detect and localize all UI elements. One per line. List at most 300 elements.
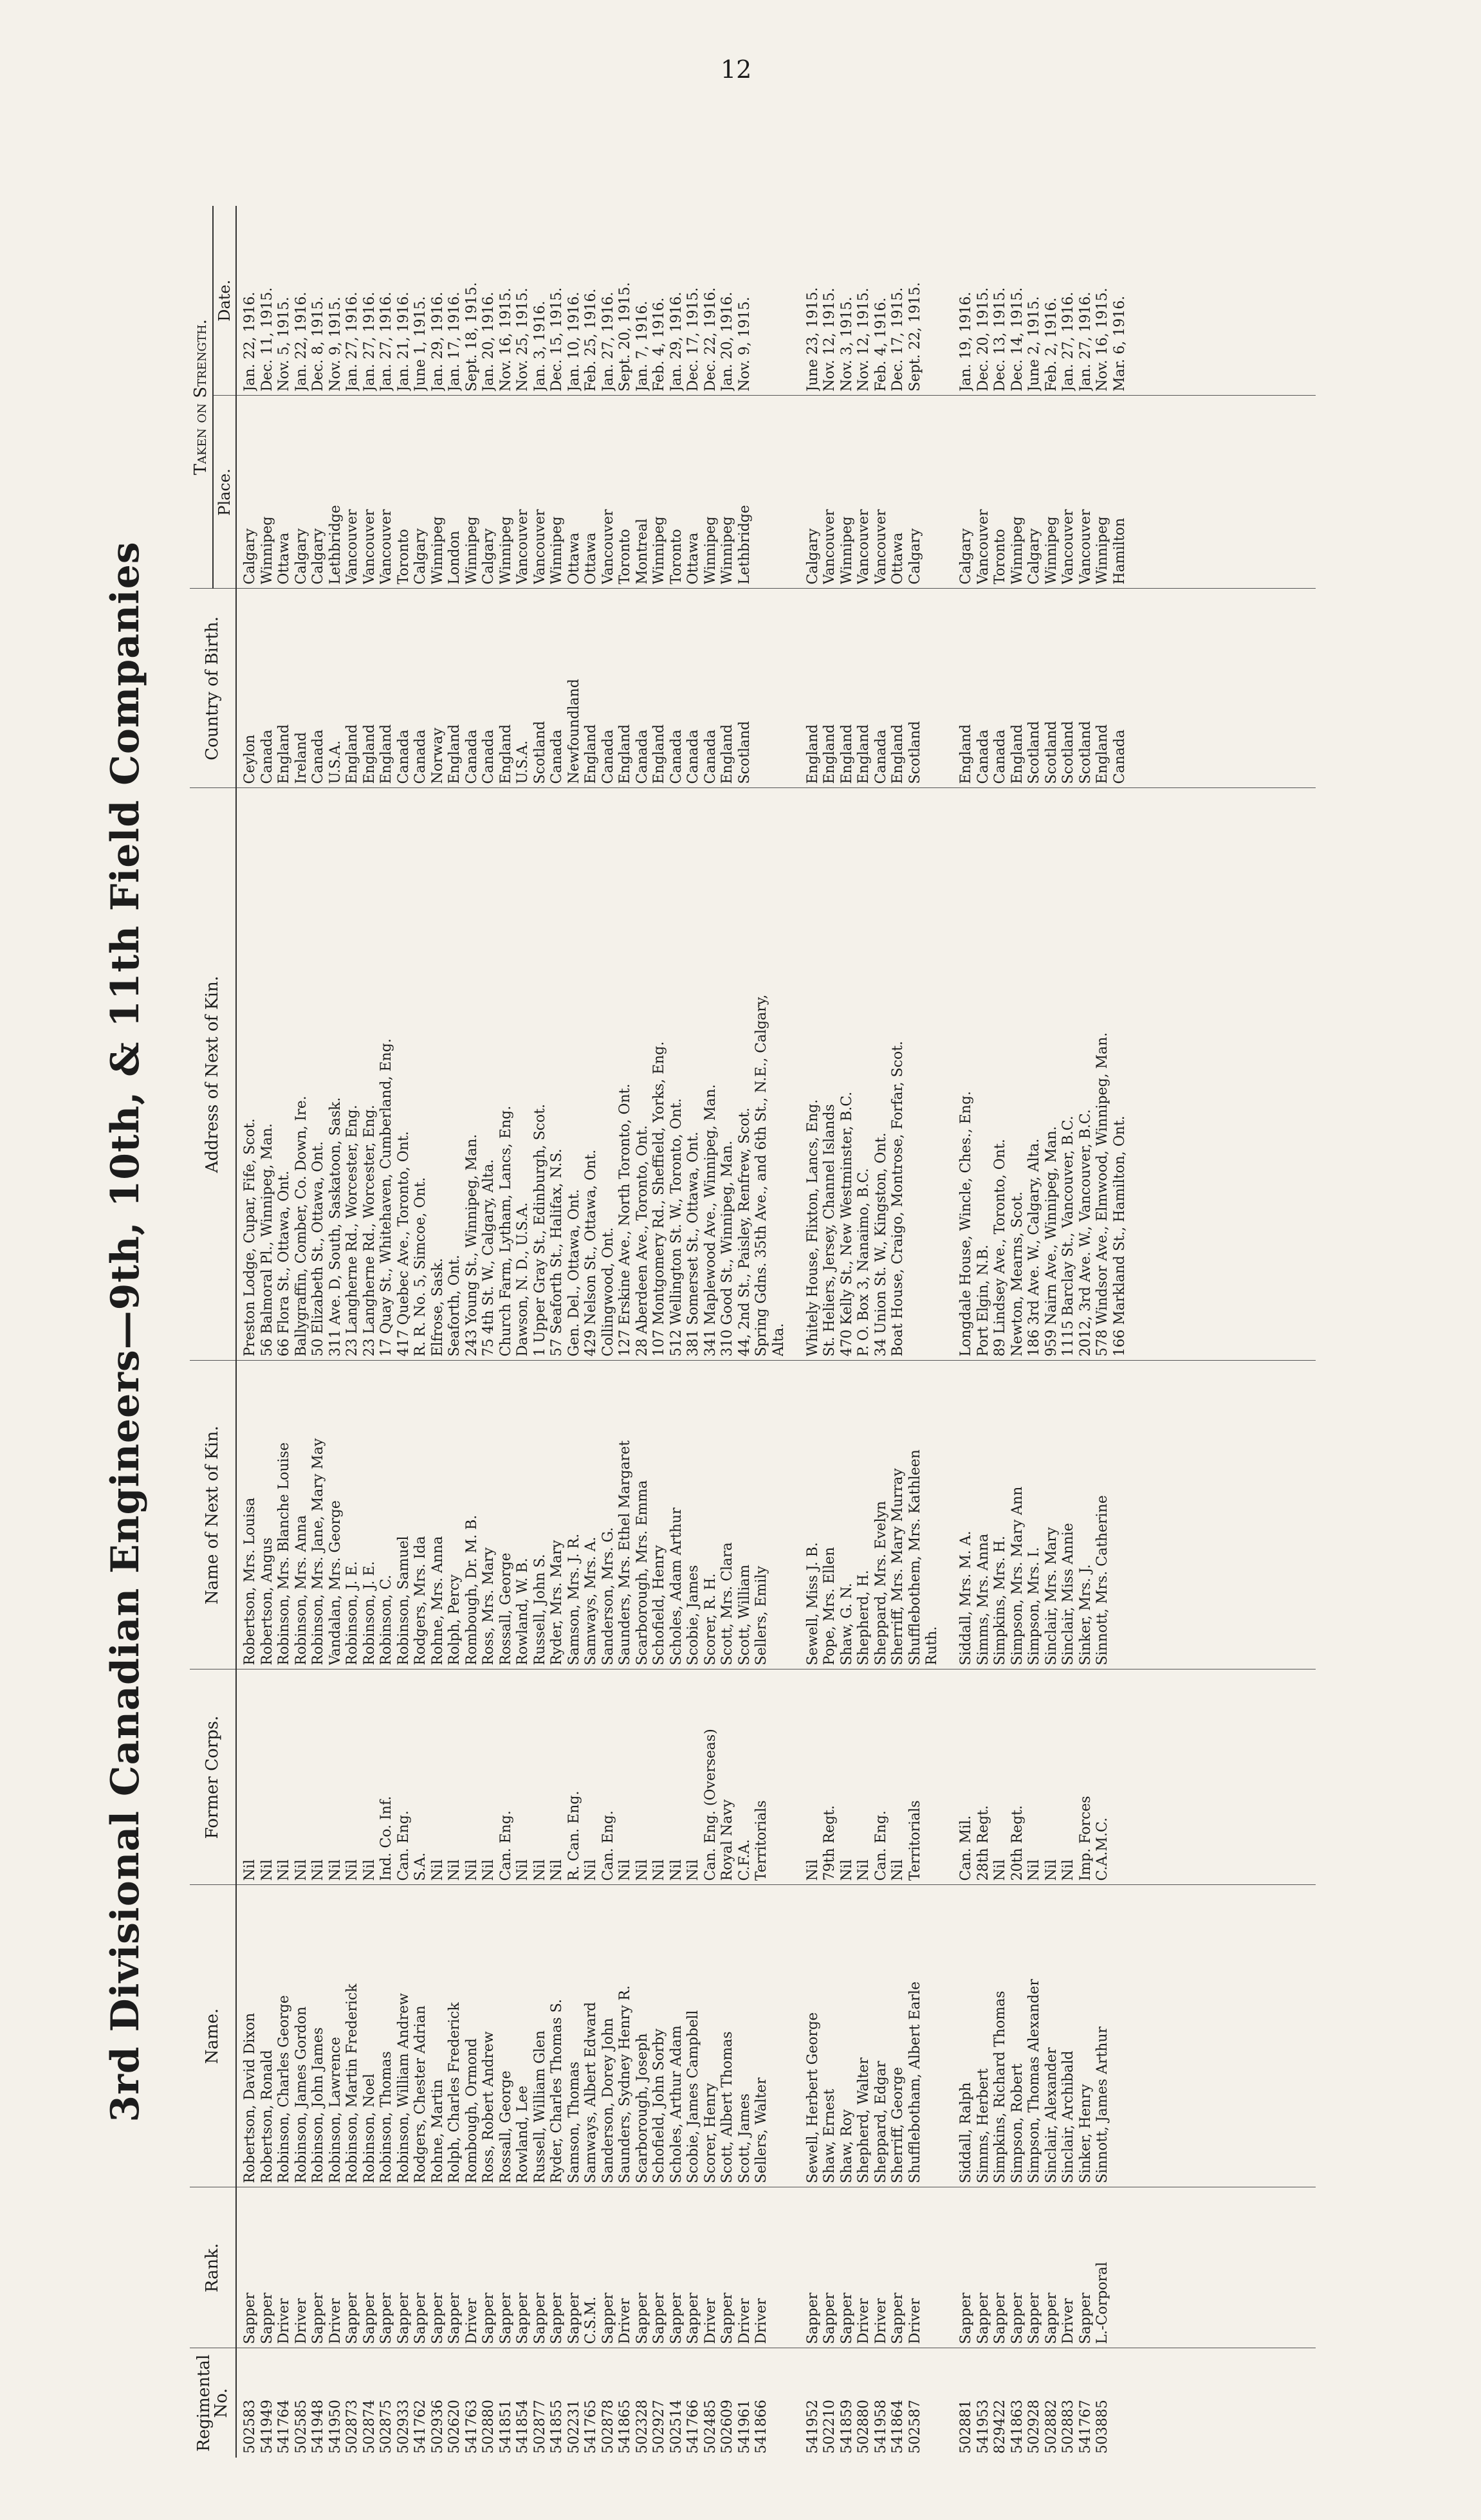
rank-cell: Driver <box>702 2298 719 2344</box>
next-of-kin-cell: Scholes, Adam Arthur <box>668 1507 685 1666</box>
name-cell: Shaw, Ernest <box>822 2089 838 2184</box>
place-cell: Lethbridge <box>736 505 753 585</box>
address-cell: Boat House, Craigo, Montrose, Forfar, Scot. <box>890 1040 906 1357</box>
country-cell: Canada <box>685 730 701 784</box>
rank-cell: Sapper <box>395 2292 412 2344</box>
address-cell: Gen. Del., Ottawa, Ont. <box>566 1189 582 1357</box>
regimental-no-cell: 829422 <box>992 2400 1008 2454</box>
address-cell: P. O. Box 3, Nanaimo, B.C. <box>856 1168 872 1357</box>
regimental-no-cell: 541866 <box>753 2400 769 2454</box>
former-corps-cell: Nil <box>310 1859 326 1881</box>
place-cell: Calgary <box>958 528 974 585</box>
former-corps-cell: Ind. Co. Inf. <box>378 1796 394 1881</box>
regimental-no-cell: 541958 <box>872 2400 889 2454</box>
regimental-no-cell: 502874 <box>361 2400 378 2454</box>
place-cell: Vancouver <box>856 509 872 585</box>
place-cell: Winnipeg <box>549 516 565 585</box>
former-corps-cell <box>771 1674 788 1881</box>
place-cell: Vancouver <box>822 509 838 585</box>
rank-cell <box>1112 2192 1129 2344</box>
place-cell: Calgary <box>310 528 326 585</box>
rank-cell: Sapper <box>651 2292 667 2344</box>
group-gap <box>787 210 805 392</box>
date-cell: Nov. 12, 1915. <box>856 288 872 392</box>
name-cell: Sinclair, Archibald <box>1060 2050 1076 2184</box>
rank-cell: Sapper <box>242 2292 258 2344</box>
regimental-no-cell: 541767 <box>1077 2400 1094 2454</box>
name-cell: Sinker, Henry <box>1077 2084 1094 2184</box>
country-cell: Scotland <box>736 721 753 784</box>
former-corps-cell: Nil <box>651 1859 667 1881</box>
date-cell: Sept. 22, 1915. <box>906 282 923 392</box>
address-cell: Seaforth, Ont. <box>446 1255 463 1357</box>
regimental-no-cell: 541863 <box>1009 2400 1026 2454</box>
page-number: 12 <box>721 55 752 84</box>
country-cell: England <box>838 724 855 784</box>
date-cell: Dec. 11, 1915. <box>259 287 275 392</box>
nominal-roll-table <box>190 206 1316 2458</box>
former-corps-cell: S.A. <box>412 1852 428 1881</box>
regimental-no-cell: 541953 <box>975 2400 991 2454</box>
former-corps-cell: Nil <box>890 1859 906 1881</box>
regimental-no-cell: 502878 <box>600 2400 616 2454</box>
date-cell: Nov. 16, 1915. <box>497 288 514 392</box>
rank-cell: Sapper <box>446 2292 463 2344</box>
date-cell: Jan. 27, 1916. <box>1077 291 1094 392</box>
former-corps-cell: Can. Eng. <box>497 1810 514 1881</box>
name-cell: Simpson, Robert <box>1009 2063 1026 2184</box>
rank-cell: Sapper <box>685 2292 701 2344</box>
name-cell: Shepherd, Walter <box>856 2057 872 2184</box>
address-cell: 512 Wellington St. W., Toronto, Ont. <box>668 1098 685 1357</box>
former-corps-cell: Nil <box>515 1859 531 1881</box>
former-corps-cell: Nil <box>327 1859 344 1881</box>
former-corps-cell: Can. Mil. <box>958 1815 974 1881</box>
name-cell: Robinson, Charles George <box>276 1995 292 2184</box>
date-cell: Jan. 20, 1916. <box>719 291 735 392</box>
date-cell <box>753 210 771 392</box>
country-cell: Scotland <box>1077 721 1094 784</box>
former-corps-cell: 79th Regt. <box>822 1805 838 1881</box>
next-of-kin-cell: Sinclair, Mrs. Mary <box>1043 1527 1060 1666</box>
next-of-kin-cell <box>771 1365 788 1666</box>
next-of-kin-cell: Rodgers, Mrs. Ida <box>412 1536 428 1666</box>
regimental-no-cell: 502620 <box>446 2400 463 2454</box>
next-of-kin-cell: Robinson, Mrs. Anna <box>293 1515 309 1666</box>
rank-cell: Sapper <box>600 2292 616 2344</box>
country-cell: Scotland <box>1043 721 1060 784</box>
former-corps-cell: Nil <box>293 1859 309 1881</box>
place-cell: Toronto <box>617 529 633 585</box>
rank-cell: Sapper <box>310 2292 326 2344</box>
group-gap <box>941 1674 959 1881</box>
rotated-page-content <box>103 206 1325 2458</box>
regimental-no-cell <box>924 2353 941 2454</box>
rank-cell: C.S.M. <box>583 2296 599 2344</box>
regimental-no-cell: 541765 <box>583 2400 599 2454</box>
country-cell: Canada <box>481 730 497 784</box>
rank-cell: Sapper <box>958 2292 974 2344</box>
column-date <box>236 206 1316 396</box>
date-cell: Sept. 20, 1915. <box>617 282 633 392</box>
place-cell: Toronto <box>395 529 412 585</box>
address-cell: Alta. <box>770 1323 787 1357</box>
date-cell: Nov. 12, 1915. <box>822 288 838 392</box>
place-cell: Calgary <box>242 528 258 585</box>
regimental-no-cell <box>771 2353 788 2454</box>
next-of-kin-cell: Shufflebothem, Mrs. Kathleen <box>906 1449 923 1666</box>
place-cell: Vancouver <box>361 509 378 585</box>
next-of-kin-cell: Robertson, Mrs. Louisa <box>242 1497 258 1666</box>
rank-cell: Sapper <box>1043 2292 1060 2344</box>
date-cell: Dec. 17, 1915. <box>685 287 701 392</box>
regimental-no-cell: 541764 <box>276 2400 292 2454</box>
place-cell: Vancouver <box>344 509 360 585</box>
country-cell: England <box>361 724 378 784</box>
date-cell: Jan. 7, 1916. <box>634 300 650 392</box>
former-corps-cell <box>1112 1674 1129 1881</box>
address-cell: 341 Maplewood Ave., Winnipeg, Man. <box>702 1084 719 1357</box>
former-corps-cell: Nil <box>549 1859 565 1881</box>
next-of-kin-cell: Robinson, J. E. <box>344 1561 360 1666</box>
address-cell: 127 Erskine Ave., North Toronto, Ont. <box>617 1083 633 1357</box>
place-cell: Winnipeg <box>838 516 855 585</box>
place-cell: Vancouver <box>1060 509 1076 585</box>
former-corps-cell: Nil <box>259 1859 275 1881</box>
name-cell: Scorer, Henry <box>702 2083 719 2184</box>
address-cell: 23 Langherne Rd., Worcester, Eng. <box>344 1105 360 1357</box>
address-cell: Spring Gdns. 35th Ave., and 6th St., N.E., Calgary, <box>753 994 769 1357</box>
next-of-kin-cell: Sanderson, Mrs. G. <box>600 1527 616 1666</box>
country-cell: Canada <box>395 730 412 784</box>
country-cell: Scotland <box>531 721 548 784</box>
country-cell <box>771 593 788 784</box>
rank-cell: L.-Corporal <box>1094 2261 1110 2344</box>
place-cell: Ottawa <box>685 532 701 585</box>
page-title: 3rd Divisional Canadian Engineers—9th, 10th, & 11th Field Companies <box>103 541 148 2122</box>
group-gap <box>941 2353 959 2454</box>
place-cell: Montreal <box>634 519 650 585</box>
date-cell: Nov. 9, 1915. <box>736 297 753 392</box>
former-corps-cell: Nil <box>685 1859 701 1881</box>
place-cell: Vancouver <box>975 509 991 585</box>
header-address: Address of Next of Kin. <box>190 788 236 1361</box>
name-cell: Rolph, Charles Frederick <box>446 2002 463 2184</box>
address-cell: 578 Windsor Ave., Elmwood, Winnipeg, Man. <box>1094 1032 1110 1357</box>
country-cell: Canada <box>634 730 650 784</box>
next-of-kin-cell: Scott, William <box>736 1564 753 1666</box>
address-cell: 429 Nelson St., Ottawa, Ont. <box>583 1149 599 1357</box>
country-cell: U.S.A. <box>327 740 344 784</box>
regimental-no-cell: 502585 <box>293 2400 309 2454</box>
name-cell: Sheppard, Edgar <box>872 2061 889 2184</box>
rank-cell: Sapper <box>344 2292 360 2344</box>
former-corps-cell: C.F.A. <box>736 1839 753 1881</box>
country-cell: England <box>446 724 463 784</box>
group-gap <box>941 400 959 585</box>
name-cell: Sinnott, James Arthur <box>1094 2026 1110 2184</box>
regimental-no-cell: 541865 <box>617 2400 633 2454</box>
country-cell <box>924 593 941 784</box>
date-cell: Feb. 2, 1916. <box>1043 297 1060 392</box>
date-cell: Sept. 18, 1915. <box>463 282 480 392</box>
address-cell: 75 4th St. W., Calgary, Alta. <box>481 1159 497 1357</box>
former-corps-cell: Nil <box>361 1859 378 1881</box>
place-cell: Winnipeg <box>1094 516 1110 585</box>
next-of-kin-cell: Saunders, Mrs. Ethel Margaret <box>617 1440 633 1666</box>
date-cell: Jan. 29, 1916. <box>429 291 446 392</box>
place-cell: Vancouver <box>600 509 616 585</box>
regimental-no-cell <box>1112 2353 1129 2454</box>
former-corps-cell: Nil <box>992 1859 1008 1881</box>
rank-cell <box>771 2192 788 2344</box>
name-cell <box>771 1890 788 2184</box>
name-cell: Rohne, Martin <box>429 2079 446 2184</box>
place-cell: Winnipeg <box>651 516 667 585</box>
name-cell: Siddall, Ralph <box>958 2082 974 2184</box>
date-cell: Jan. 27, 1916. <box>378 291 394 392</box>
column-name <box>236 1885 1316 2187</box>
date-cell: Dec. 15, 1915. <box>549 287 565 392</box>
next-of-kin-cell: Samson, Mrs. J. R. <box>566 1533 582 1666</box>
date-cell: Nov. 3, 1915. <box>838 297 855 392</box>
name-cell: Sanderson, Dorey John <box>600 2018 616 2184</box>
date-cell: Jan. 27, 1916. <box>1060 291 1076 392</box>
column-regimental-no <box>236 2348 1316 2458</box>
date-cell: Dec. 17, 1915. <box>890 287 906 392</box>
country-cell: England <box>617 724 633 784</box>
former-corps-cell: Nil <box>583 1859 599 1881</box>
former-corps-cell: Nil <box>617 1859 633 1881</box>
next-of-kin-cell: Robinson, Mrs. Jane, Mary May <box>310 1438 326 1666</box>
country-cell: Canada <box>600 730 616 784</box>
name-cell: Simpkins, Richard Thomas <box>992 1991 1008 2184</box>
country-cell: Canada <box>702 730 719 784</box>
former-corps-cell: Royal Navy <box>719 1799 735 1881</box>
rank-cell: Sapper <box>515 2292 531 2344</box>
place-cell: Vancouver <box>378 509 394 585</box>
regimental-no-cell: 541864 <box>890 2400 906 2454</box>
date-cell: Jan. 21, 1916. <box>395 291 412 392</box>
date-cell: Jan. 27, 1916. <box>361 291 378 392</box>
address-cell <box>924 793 941 1357</box>
place-cell: Winnipeg <box>259 516 275 585</box>
former-corps-cell: Nil <box>463 1859 480 1881</box>
address-cell: 57 Seaforth St., Halifax, N.S. <box>549 1148 565 1357</box>
next-of-kin-cell: Sellers, Emily <box>753 1566 769 1666</box>
regimental-no-cell: 541948 <box>310 2400 326 2454</box>
next-of-kin-cell: Simms, Mrs. Anna <box>975 1533 991 1666</box>
address-cell: 959 Nairn Ave., Winnipeg, Man. <box>1043 1126 1060 1357</box>
next-of-kin-cell: Sinnott, Mrs. Catherine <box>1094 1495 1110 1666</box>
former-corps-cell: Territorials <box>906 1800 923 1881</box>
place-cell: Calgary <box>1026 528 1042 585</box>
next-of-kin-cell: Siddall, Mrs. M. A. <box>958 1531 974 1666</box>
address-cell: Preston Lodge, Cupar, Fife, Scot. <box>242 1118 258 1357</box>
rank-cell: Sapper <box>838 2292 855 2344</box>
header-country: Country of Birth. <box>190 589 236 788</box>
country-cell: England <box>856 724 872 784</box>
former-corps-cell: R. Can. Eng. <box>566 1790 582 1881</box>
header-date: Date. <box>213 206 237 396</box>
former-corps-cell: Can. Eng. <box>600 1810 616 1881</box>
former-corps-cell: Nil <box>1043 1859 1060 1881</box>
former-corps-cell: 28th Regt. <box>975 1805 991 1881</box>
date-cell: Nov. 5, 1915. <box>276 297 292 392</box>
group-gap <box>787 2192 805 2344</box>
rank-cell: Sapper <box>668 2292 685 2344</box>
address-cell: Elfrose, Sask. <box>429 1258 446 1357</box>
date-cell: Jan. 29, 1916. <box>668 291 685 392</box>
address-cell: 44, 2nd St., Paisley, Renfrew, Scot. <box>736 1107 753 1357</box>
regimental-no-cell: 502933 <box>395 2400 412 2454</box>
country-cell: England <box>378 724 394 784</box>
address-cell: 186 3rd Ave. W., Calgary, Alta. <box>1026 1138 1042 1357</box>
column-former-corps <box>236 1669 1316 1885</box>
address-cell: St. Heliers, Jersey, Channel Islands <box>822 1104 838 1357</box>
address-cell: 50 Elizabeth St., Ottawa, Ont. <box>310 1141 326 1357</box>
place-cell: Winnipeg <box>497 516 514 585</box>
place-cell <box>753 400 771 585</box>
rank-cell: Sapper <box>890 2292 906 2344</box>
date-cell: Feb. 4, 1916. <box>872 297 889 392</box>
column-next-of-kin <box>236 1361 1316 1669</box>
name-cell: Rowland, Lee <box>515 2085 531 2184</box>
country-cell: Canada <box>1111 730 1128 784</box>
place-cell: Ottawa <box>890 532 906 585</box>
rank-cell: Sapper <box>259 2292 275 2344</box>
former-corps-cell: Nil <box>242 1859 258 1881</box>
country-cell: England <box>1094 724 1110 784</box>
regimental-no-cell: 502881 <box>958 2400 974 2454</box>
header-regimental-no: Regimental No. <box>190 2348 236 2458</box>
date-cell: Jan. 22, 1916. <box>242 291 258 392</box>
name-cell: Robinson, Noel <box>361 2074 378 2184</box>
country-cell: England <box>651 724 667 784</box>
regimental-no-cell: 541762 <box>412 2400 428 2454</box>
country-cell: England <box>890 724 906 784</box>
address-cell <box>907 793 924 1357</box>
rank-cell: Sapper <box>412 2292 428 2344</box>
country-cell: Canada <box>463 730 480 784</box>
next-of-kin-cell <box>1112 1365 1129 1666</box>
header-place: Place. <box>213 396 237 589</box>
address-cell: 310 Good St., Winnipeg, Man. <box>719 1140 735 1357</box>
former-corps-cell: Nil <box>344 1859 360 1881</box>
header-taken-on-strength: Taken on Strength. <box>190 206 213 589</box>
rank-cell: Sapper <box>822 2292 838 2344</box>
former-corps-cell: Nil <box>838 1859 855 1881</box>
next-of-kin-cell: Robinson, Samuel <box>395 1536 412 1666</box>
next-of-kin-cell: Scott, Mrs. Clara <box>719 1542 735 1666</box>
regimental-no-cell: 502883 <box>1060 2400 1076 2454</box>
name-cell: Sellers, Walter <box>753 2077 769 2184</box>
rank-cell: Sapper <box>804 2292 821 2344</box>
country-cell <box>753 593 771 784</box>
place-cell: Vancouver <box>872 509 889 585</box>
name-cell: Scarborough, Joseph <box>634 2033 650 2184</box>
rank-cell: Sapper <box>481 2292 497 2344</box>
next-of-kin-cell: Sinclair, Miss Annie <box>1060 1523 1076 1666</box>
address-cell: 166 Markland St., Hamilton, Ont. <box>1111 1116 1128 1357</box>
next-of-kin-cell: Ross, Mrs. Mary <box>481 1547 497 1666</box>
name-cell: Schofield, John Sorby <box>651 2028 667 2184</box>
place-cell: Calgary <box>906 528 923 585</box>
next-of-kin-cell: Sewell, Miss J. B. <box>804 1542 821 1666</box>
group-gap <box>787 1674 805 1881</box>
next-of-kin-cell: Vandalan, Mrs. George <box>327 1500 344 1666</box>
name-cell: Samways, Albert Edward <box>583 2001 599 2184</box>
rank-cell: Driver <box>1060 2298 1076 2344</box>
regimental-no-cell: 541961 <box>736 2400 753 2454</box>
next-of-kin-cell: Robinson, C. <box>378 1574 394 1666</box>
country-cell: Scotland <box>1060 721 1076 784</box>
next-of-kin-cell: Simpson, Mrs. I. <box>1026 1547 1042 1666</box>
place-cell: Winnipeg <box>702 516 719 585</box>
former-corps-cell: C.A.M.C. <box>1094 1817 1110 1881</box>
next-of-kin-cell: Pope, Mrs. Ellen <box>822 1547 838 1666</box>
regimental-no-cell: 502609 <box>719 2400 735 2454</box>
rank-cell: Sapper <box>975 2292 991 2344</box>
next-of-kin-cell: Ruth. <box>924 1626 940 1666</box>
name-cell <box>1112 1890 1129 2184</box>
name-cell: Shufflebotham, Albert Earle <box>906 1981 923 2184</box>
regimental-no-cell: 541851 <box>497 2400 514 2454</box>
regimental-no-cell: 502936 <box>429 2400 446 2454</box>
place-cell: Lethbridge <box>327 505 344 585</box>
name-cell <box>924 1890 941 2184</box>
next-of-kin-cell: Rohne, Mrs. Anna <box>429 1536 446 1666</box>
address-cell: 66 Flora St., Ottawa, Ont. <box>276 1170 292 1357</box>
regimental-no-cell: 502928 <box>1026 2400 1042 2454</box>
header-rank: Rank. <box>190 2187 236 2348</box>
address-cell: Whitely House, Flixton, Lancs, Eng. <box>804 1099 821 1357</box>
regimental-no-cell: 541952 <box>804 2400 821 2454</box>
group-gap <box>941 593 959 784</box>
address-cell: Ballygraffin, Comber, Co. Down, Ire. <box>293 1096 309 1357</box>
rank-cell: Sapper <box>1077 2292 1094 2344</box>
former-corps-cell: Nil <box>804 1859 821 1881</box>
country-cell: England <box>1009 724 1026 784</box>
rank-cell: Sapper <box>429 2292 446 2344</box>
date-cell: Mar. 6, 1916. <box>1111 295 1128 392</box>
date-cell: June 23, 1915. <box>804 287 821 392</box>
date-cell: Jan. 27, 1916. <box>600 291 616 392</box>
date-cell: Feb. 4, 1916. <box>651 297 667 392</box>
group-gap <box>787 1365 805 1666</box>
address-cell: R. R. No. 5, Simcoe, Ont. <box>412 1177 428 1357</box>
name-cell: Ryder, Charles Thomas S. <box>549 1999 565 2184</box>
table-body <box>236 206 1316 2458</box>
address-cell: 28 Aberdeen Ave., Toronto, Ont. <box>634 1125 650 1357</box>
next-of-kin-cell: Shepherd, H. <box>856 1570 872 1666</box>
next-of-kin-cell: Scarborough, Mrs. Emma <box>634 1480 650 1666</box>
rank-cell: Sapper <box>497 2292 514 2344</box>
rank-cell: Sapper <box>1026 2292 1042 2344</box>
name-cell: Scholes, Arthur Adam <box>668 2025 685 2184</box>
regimental-no-cell: 503885 <box>1094 2400 1110 2454</box>
regimental-no-cell: 502328 <box>634 2400 650 2454</box>
address-cell: 243 Young St., Winnipeg, Man. <box>463 1134 480 1357</box>
name-cell: Sherriff, George <box>890 2066 906 2184</box>
rank-cell: Sapper <box>992 2292 1008 2344</box>
date-cell: Dec. 13, 1915. <box>992 287 1008 392</box>
former-corps-cell: Can. Eng. (Overseas) <box>702 1729 719 1881</box>
date-cell: Jan. 19, 1916. <box>958 291 974 392</box>
rank-cell <box>924 2192 941 2344</box>
name-cell: Scobie, James Campbell <box>685 2010 701 2184</box>
country-cell: England <box>822 724 838 784</box>
